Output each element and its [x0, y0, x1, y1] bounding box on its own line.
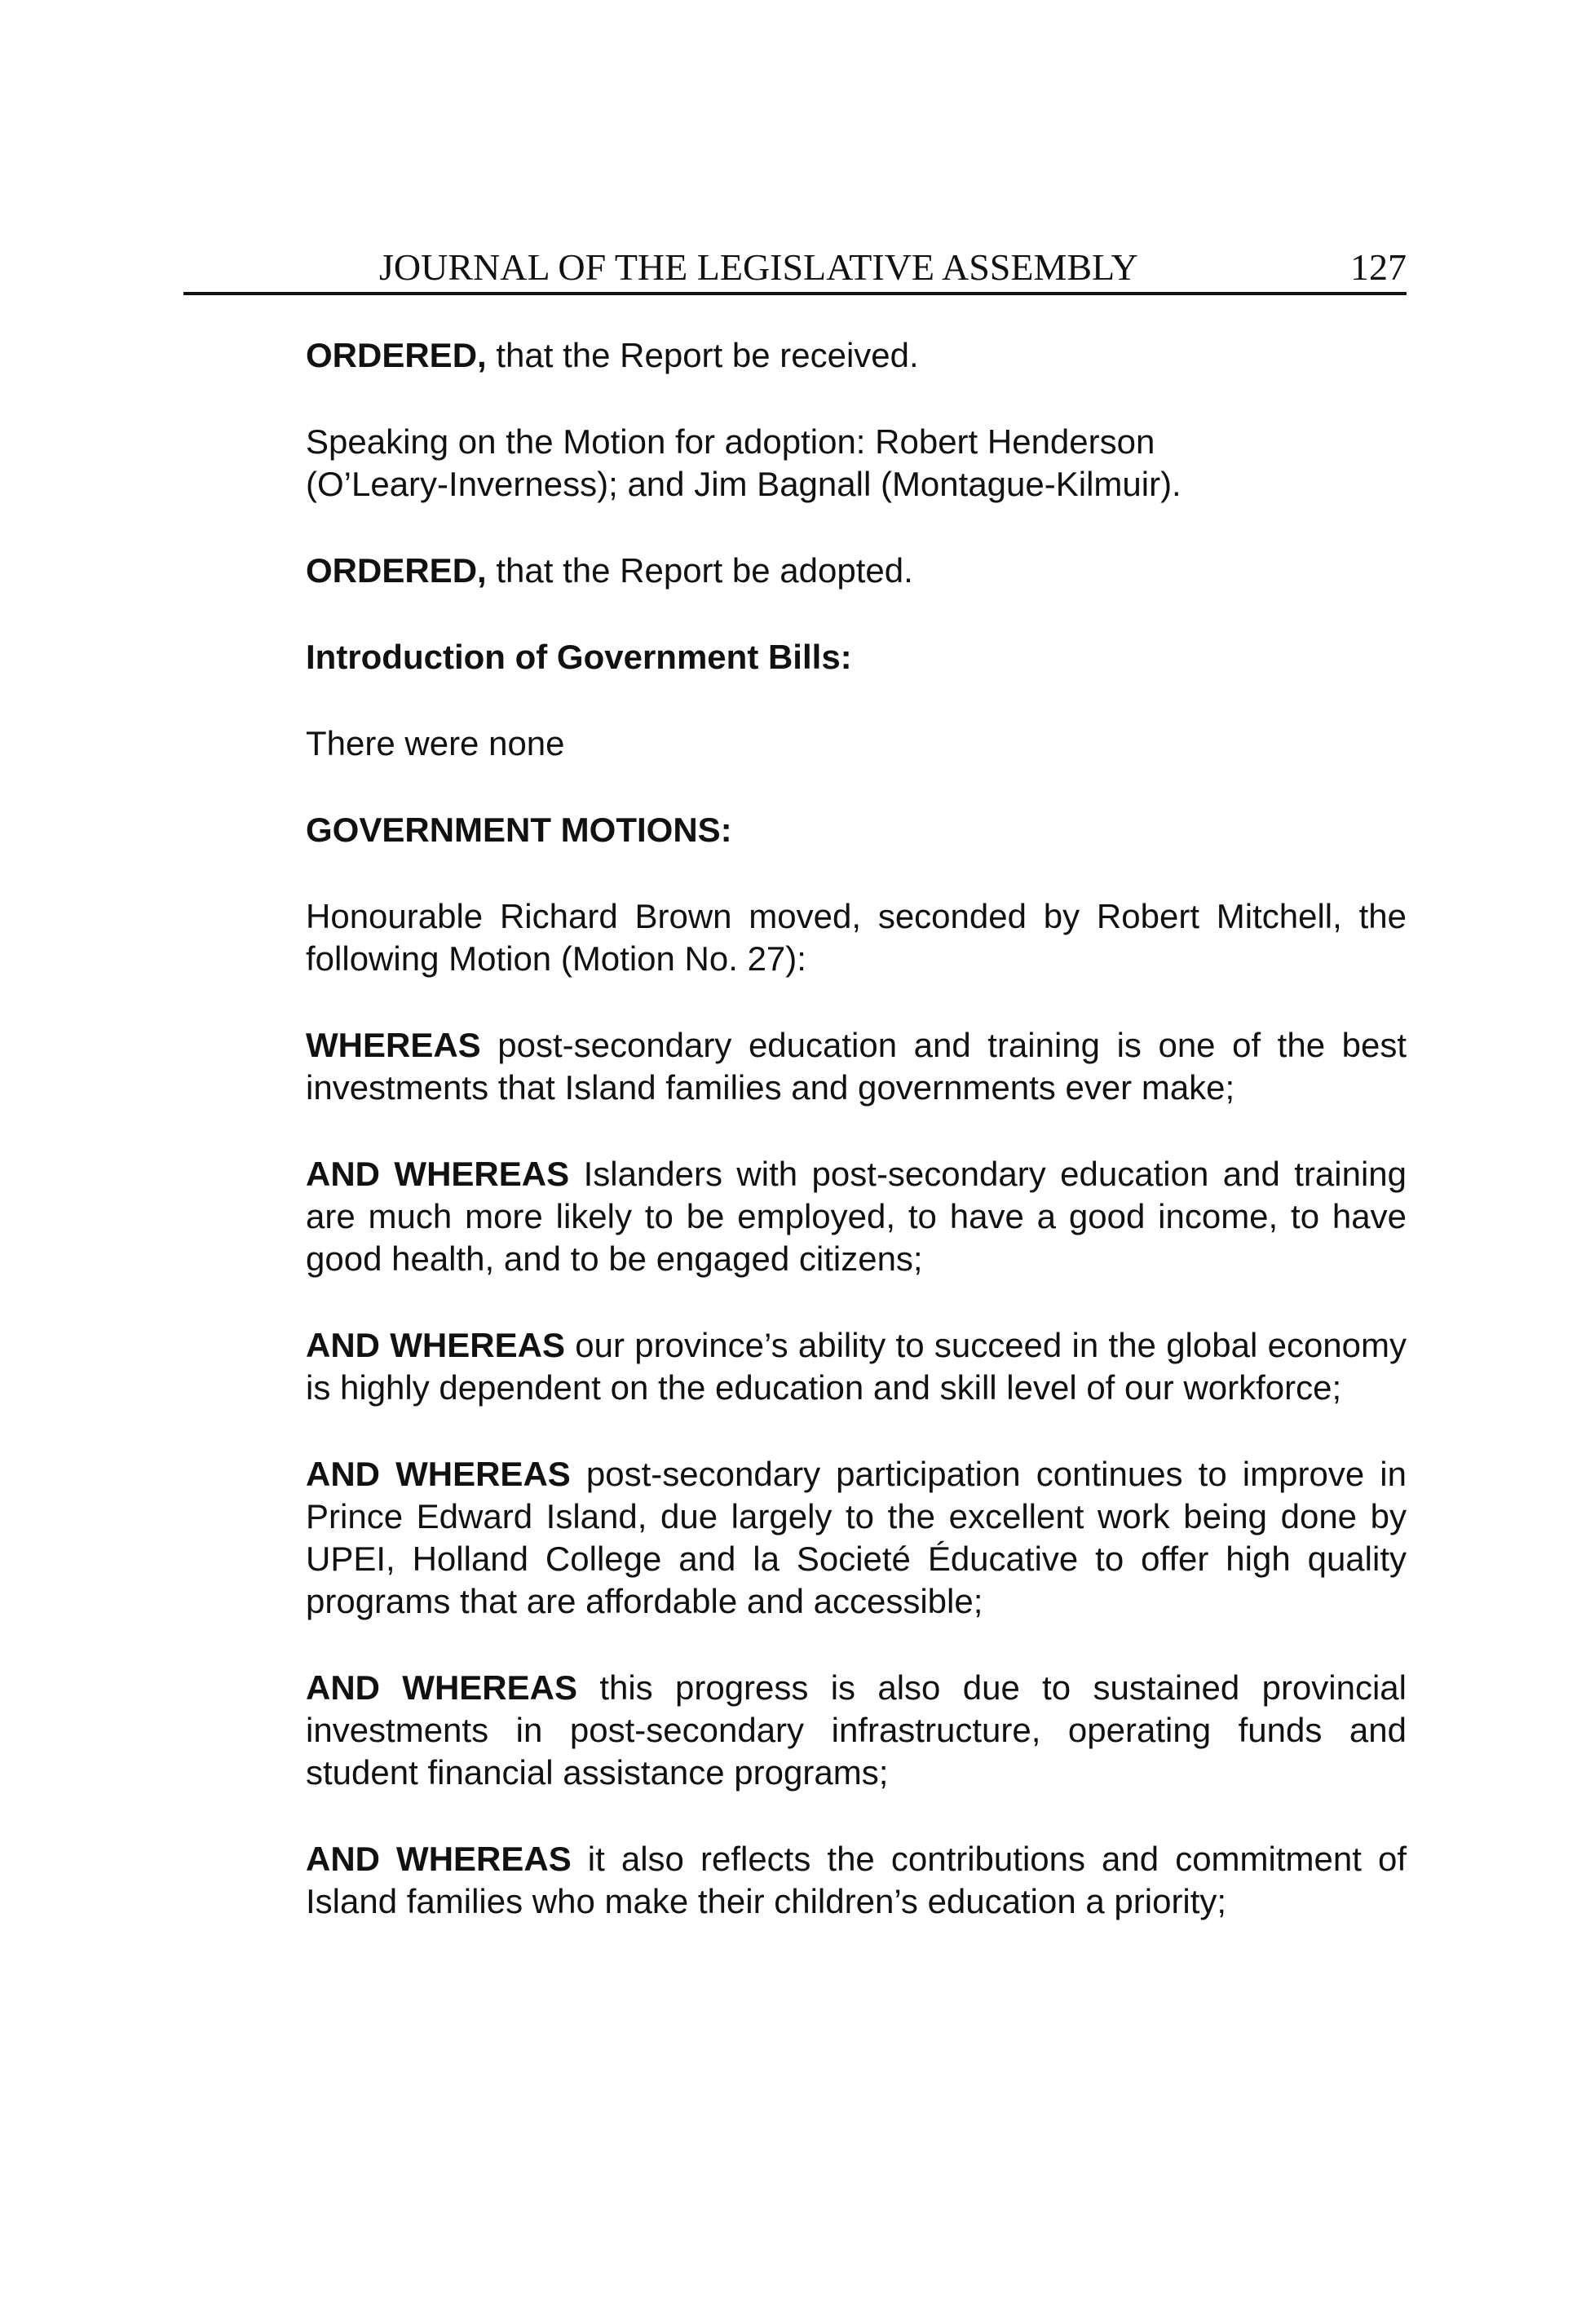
order-received-text: that the Report be received. [486, 336, 919, 374]
whereas-clause-6 [306, 1838, 1407, 1923]
whereas-clause-5 [306, 1667, 1407, 1794]
whereas-label: AND WHEREAS [306, 1668, 577, 1707]
order-received-paragraph [306, 334, 1407, 377]
speakers-paragraph [306, 421, 1407, 506]
government-motions-heading: GOVERNMENT MOTIONS: [306, 811, 732, 849]
running-header [183, 245, 1407, 290]
whereas-text: it also reflects the contributions and commitment of Island families who make their children’s education a priority; [306, 1840, 1407, 1920]
whereas-label: AND WHEREAS [306, 1326, 565, 1364]
whereas-label: WHEREAS [306, 1026, 481, 1064]
whereas-label: AND WHEREAS [306, 1155, 570, 1193]
whereas-text: our province’s ability to succeed in the global economy is highly dependent on the education and skill level of our workforce; [306, 1326, 1407, 1407]
speakers-line-1: Speaking on the Motion for adoption: Robert Henderson [306, 422, 1155, 461]
whereas-text: post-secondary education and training is one of the best investments that Island families and governments ever make; [306, 1026, 1407, 1107]
no-bills-text: There were none [306, 724, 565, 762]
whereas-text: post-secondary participation continues to improve in Prince Edward Island, due largely to the excellent work being done by UPEI, Holland College and la Societé Éducative to offer high quality programs that are affordable and accessible; [306, 1455, 1407, 1620]
ordered-label: ORDERED, [306, 336, 487, 374]
whereas-clause-4 [306, 1453, 1407, 1623]
whereas-clause-1 [306, 1024, 1407, 1109]
journal-body [306, 334, 1407, 1967]
ordered-label: ORDERED, [306, 551, 487, 590]
whereas-label: AND WHEREAS [306, 1455, 571, 1493]
whereas-clause-2 [306, 1153, 1407, 1280]
speakers-line-2: (O’Leary-Inverness); and Jim Bagnall (Montague-Kilmuir). [306, 465, 1181, 503]
motion-intro-paragraph: Honourable Richard Brown moved, seconded by Robert Mitchell, the following Motion (Motion No. 27): [306, 897, 1407, 978]
whereas-label: AND WHEREAS [306, 1840, 572, 1878]
order-adopted-text: that the Report be adopted. [486, 551, 913, 590]
whereas-text: Islanders with post-secondary education and training are much more likely to be employed, to have a good income, to have good health, and to be engaged citizens; [306, 1155, 1407, 1278]
header-rule [183, 292, 1407, 295]
order-adopted-paragraph [306, 550, 1407, 592]
whereas-clause-3 [306, 1324, 1407, 1409]
journal-title: JOURNAL OF THE LEGISLATIVE ASSEMBLY [379, 246, 1138, 288]
whereas-text: this progress is also due to sustained provincial investments in post-secondary infrastructure, operating funds and student financial assistance programs; [306, 1668, 1407, 1792]
government-bills-heading: Introduction of Government Bills: [306, 638, 852, 676]
page-number: 127 [1350, 246, 1407, 288]
